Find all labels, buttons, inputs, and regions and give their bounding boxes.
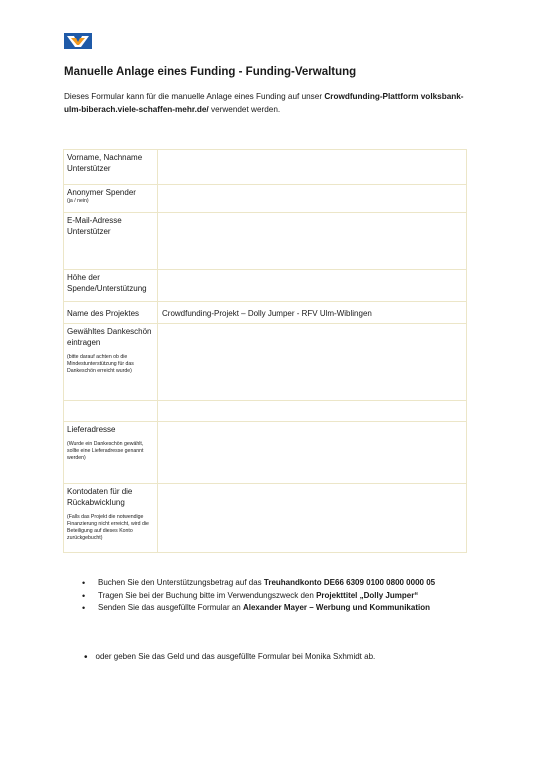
field-empty[interactable] — [158, 401, 467, 422]
label-project: Name des Projektes — [64, 302, 158, 324]
anonymous-hint: (ja / nein) — [67, 198, 89, 204]
label-name: Vorname, Nachname Unterstützer — [64, 150, 158, 185]
page-title: Manuelle Anlage eines Funding - Funding-Verwaltung — [64, 66, 357, 78]
project-name-value: Crowdfunding-Projekt – Dolly Jumper - RFV Ulm-Wiblingen — [162, 309, 372, 318]
trust-account: Treuhandkonto DE66 6309 0100 0800 0000 05 — [263, 578, 436, 587]
form-row-project — [64, 302, 467, 324]
project-title: Projekttitel „Dolly Jumper“ — [316, 590, 419, 600]
delivery-note: (Wurde ein Dankeschön gewählt, sollte eine Lieferadresse genannt werden) — [67, 441, 144, 461]
field-name[interactable] — [158, 150, 467, 185]
label-anonymous: Anonymer Spender (ja / nein) — [64, 185, 158, 213]
instruction-item: • Buchen Sie den Unterstützungsbetrag auf das Treuhandkonto DE66 6309 0100 0800 0000 05 — [81, 577, 435, 590]
volksbank-logo-icon — [64, 33, 92, 49]
label-email: E-Mail-Adresse Unterstützer — [64, 213, 158, 270]
label-empty — [64, 401, 158, 422]
intro-prefix: Dieses Formular kann für die manuelle Anlage eines Funding auf unser — [64, 92, 323, 101]
reward-note: (bitte darauf achten ob die Mindestunterstützung für das Dankeschön erreicht wurde) — [67, 354, 134, 374]
form-row-empty — [64, 401, 467, 422]
instruction-item: • Tragen Sie bei der Buchung bitte im Verwendungszweck den Projekttitel „Dolly Jumper“ — [81, 590, 435, 603]
instructions-list — [81, 577, 435, 615]
field-amount[interactable] — [158, 270, 467, 302]
field-bank[interactable] — [158, 484, 467, 553]
contact-person: Alexander Mayer – Werbung und Kommunikation — [242, 603, 430, 612]
bullet-icon: • — [84, 652, 88, 663]
form-row-name — [64, 150, 467, 185]
field-project[interactable] — [158, 302, 467, 324]
label-amount: Höhe der Spende/Unterstützung — [64, 270, 158, 302]
form-row-anonymous — [64, 185, 467, 213]
form-row-bank — [64, 484, 467, 553]
form-row-delivery — [64, 422, 467, 484]
field-reward[interactable] — [158, 324, 467, 401]
field-email[interactable] — [158, 213, 467, 270]
form-row-reward — [64, 324, 467, 401]
final-note: • oder geben Sie das Geld und das ausgefüllte Formular bei Monika Sxhmidt ab. — [84, 652, 376, 663]
intro-suffix: verwendet werden. — [210, 105, 281, 114]
funding-form-table — [63, 149, 467, 553]
label-bank: Kontodaten für die Rückabwicklung (Falls das Projekt die notwendige Finanzierung nicht erreicht, wird die Beteiligung auf dieses Konto zurückgebucht) — [64, 484, 158, 553]
label-delivery: Lieferadresse (Wurde ein Dankeschön gewählt, sollte eine Lieferadresse genannt werden) — [64, 422, 158, 484]
form-row-amount — [64, 270, 467, 302]
form-row-email — [64, 213, 467, 270]
field-delivery[interactable] — [158, 422, 467, 484]
bank-note: (Falls das Projekt die notwendige Finanzierung nicht erreicht, wird die Beteiligung auf dieses Konto zurückgebucht) — [67, 514, 149, 541]
platform-url: Crowdfunding-Plattform volksbank-ulm-biberach.viele-schaffen-mehr.de/ — [64, 92, 464, 114]
field-anonymous[interactable] — [158, 185, 467, 213]
intro-paragraph — [64, 90, 479, 116]
instruction-item: • Senden Sie das ausgefüllte Formular an Alexander Mayer – Werbung und Kommunikation — [81, 602, 435, 615]
label-reward: Gewähltes Dankeschön eintragen (bitte darauf achten ob die Mindestunterstützung für das Dankeschön erreicht wurde) — [64, 324, 158, 401]
